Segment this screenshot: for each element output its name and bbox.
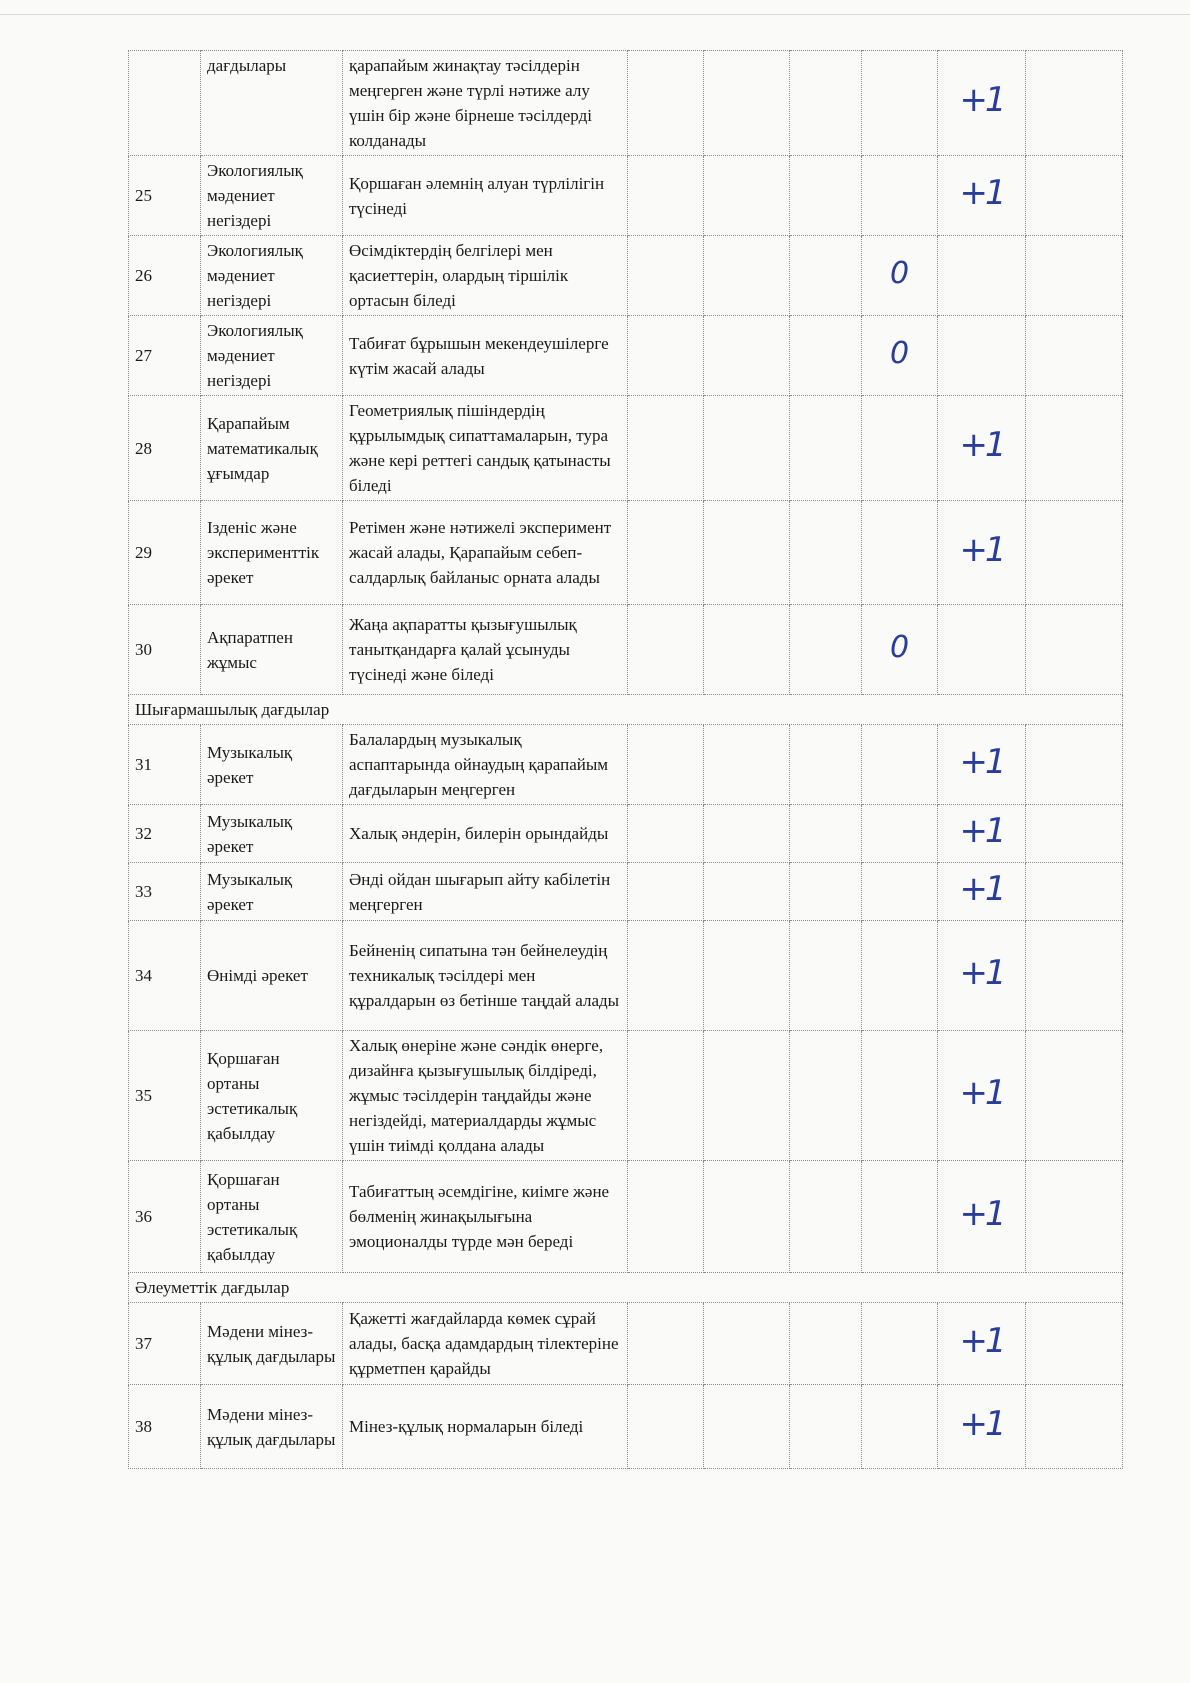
skill-description: Халық өнеріне және сәндік өнерге, дизайнға қызығушылық білдіреді, жұмыс тәсілдерін таңдайды және негіздейді, материалдарды жұмыс үшін тиімді қолдана алады [343, 1031, 628, 1161]
score-mark [938, 863, 1026, 921]
skill-description: Табиғат бұрышын мекендеушілерге күтім жасай алады [343, 316, 628, 396]
skill-description: Қажетті жағдайларда көмек сұрай алады, басқа адамдардың тілектеріне құрметпен қарайды [343, 1303, 628, 1385]
handwritten-score: +1 [959, 529, 1004, 570]
skill-area: Музыкалық әрекет [201, 725, 343, 805]
skill-area: Экологиялық мәдениет негіздері [201, 156, 343, 236]
handwritten-score: +1 [959, 868, 1004, 909]
table-row [129, 805, 1123, 863]
row-number: 29 [129, 501, 201, 605]
section-row [129, 1273, 1123, 1303]
skill-description: Ретімен және нәтижелі эксперимент жасай алады, Қарапайым себеп-салдарлық байланыс орната алады [343, 501, 628, 605]
table-row [129, 236, 1123, 316]
score-mark [938, 921, 1026, 1031]
skill-description: Мінез-құлық нормаларын біледі [343, 1385, 628, 1469]
skill-description: Балалардың музыкалық аспаптарында ойнаудың қарапайым дағдыларын меңгерген [343, 725, 628, 805]
row-number: 28 [129, 396, 201, 501]
score-mark [862, 236, 938, 316]
section-heading-social: Әлеуметтік дағдылар [129, 1273, 1123, 1303]
table-row [129, 156, 1123, 236]
table-row [129, 316, 1123, 396]
assessment-table [128, 50, 1123, 1469]
row-number [129, 51, 201, 156]
skill-description: Жаңа ақпаратты қызығушылық танытқандарға қалай ұсынуды түсінеді және біледі [343, 605, 628, 695]
skill-area: Музыкалық әрекет [201, 863, 343, 921]
table-row [129, 396, 1123, 501]
score-mark [938, 725, 1026, 805]
skill-area: Өнімді әрекет [201, 921, 343, 1031]
score-mark [862, 316, 938, 396]
score-mark [938, 1161, 1026, 1273]
score-mark [938, 1031, 1026, 1161]
handwritten-score: +1 [959, 952, 1004, 993]
handwritten-score: +1 [959, 1320, 1004, 1361]
skill-area: Қоршаған ортаны эстетикалық қабылдау [201, 1161, 343, 1273]
row-number: 31 [129, 725, 201, 805]
skill-description: Халық әндерін, билерін орындайды [343, 805, 628, 863]
skill-area: Экологиялық мәдениет негіздері [201, 316, 343, 396]
score-mark [938, 156, 1026, 236]
handwritten-score: +1 [959, 80, 1004, 120]
score-mark [938, 396, 1026, 501]
score-mark [938, 501, 1026, 605]
handwritten-score: +1 [959, 1403, 1004, 1444]
table-row [129, 1031, 1123, 1161]
skill-description: Табиғаттың әсемдігіне, киімге және бөлменің жинақылығына эмоционалды түрде мән береді [343, 1161, 628, 1273]
skill-description: Бейненің сипатына тән бейнелеудің техникалық тәсілдері мен құралдарын өз бетінше таңдай алады [343, 921, 628, 1031]
row-number: 35 [129, 1031, 201, 1161]
skill-description: Геометриялық пішіндердің құрылымдық сипаттамаларын, тура және кері реттегі сандық қатынасты біледі [343, 396, 628, 501]
score-mark [938, 805, 1026, 863]
skill-area: Ақпаратпен жұмыс [201, 605, 343, 695]
table-row [129, 605, 1123, 695]
skill-area: Экологиялық мәдениет негіздері [201, 236, 343, 316]
row-number: 30 [129, 605, 201, 695]
skill-description: Өсімдіктердің белгілері мен қасиеттерін, олардың тіршілік ортасын біледі [343, 236, 628, 316]
skill-description: Қоршаған әлемнің алуан түрлілігін түсінеді [343, 156, 628, 236]
handwritten-score: +1 [959, 810, 1004, 851]
handwritten-score: +1 [959, 1072, 1004, 1113]
handwritten-score: +1 [959, 425, 1004, 465]
skill-description: қарапайым жинақтау тәсілдерін меңгерген және түрлі нәтиже алу үшін бір және бірнеше тәсілдерді колданады [343, 51, 628, 156]
row-number: 36 [129, 1161, 201, 1273]
table-row [129, 1303, 1123, 1385]
row-number: 26 [129, 236, 201, 316]
row-number: 27 [129, 316, 201, 396]
handwritten-score: 0 [889, 336, 910, 371]
handwritten-score: +1 [959, 1193, 1004, 1234]
row-number: 33 [129, 863, 201, 921]
skill-area: дағдылары [201, 51, 343, 156]
handwritten-score: 0 [889, 256, 910, 291]
table-row [129, 863, 1123, 921]
score-mark [938, 51, 1026, 156]
row-number: 37 [129, 1303, 201, 1385]
skill-area: Музыкалық әрекет [201, 805, 343, 863]
handwritten-score: +1 [959, 741, 1004, 782]
section-heading-creative: Шығармашылық дағдылар [129, 695, 1123, 725]
skill-area: Мәдени мінез-құлық дағдылары [201, 1303, 343, 1385]
handwritten-score: 0 [889, 630, 910, 665]
skill-area: Ізденіс және эксперименттік әрекет [201, 501, 343, 605]
row-number: 38 [129, 1385, 201, 1469]
skill-description: Әнді ойдан шығарып айту кабілетін меңгерген [343, 863, 628, 921]
table-row [129, 501, 1123, 605]
row-number: 25 [129, 156, 201, 236]
score-mark [938, 1385, 1026, 1469]
row-number: 34 [129, 921, 201, 1031]
handwritten-score: +1 [959, 172, 1004, 213]
table-row [129, 1385, 1123, 1469]
score-mark [938, 1303, 1026, 1385]
section-row [129, 695, 1123, 725]
row-number: 32 [129, 805, 201, 863]
page-top-edge [0, 0, 1190, 15]
score-mark [862, 605, 938, 695]
skill-area: Қоршаған ортаны эстетикалық қабылдау [201, 1031, 343, 1161]
table-row [129, 725, 1123, 805]
table-row [129, 51, 1123, 156]
table-row [129, 921, 1123, 1031]
skill-area: Мәдени мінез-құлық дағдылары [201, 1385, 343, 1469]
table-row [129, 1161, 1123, 1273]
skill-area: Қарапайым математикалық ұғымдар [201, 396, 343, 501]
